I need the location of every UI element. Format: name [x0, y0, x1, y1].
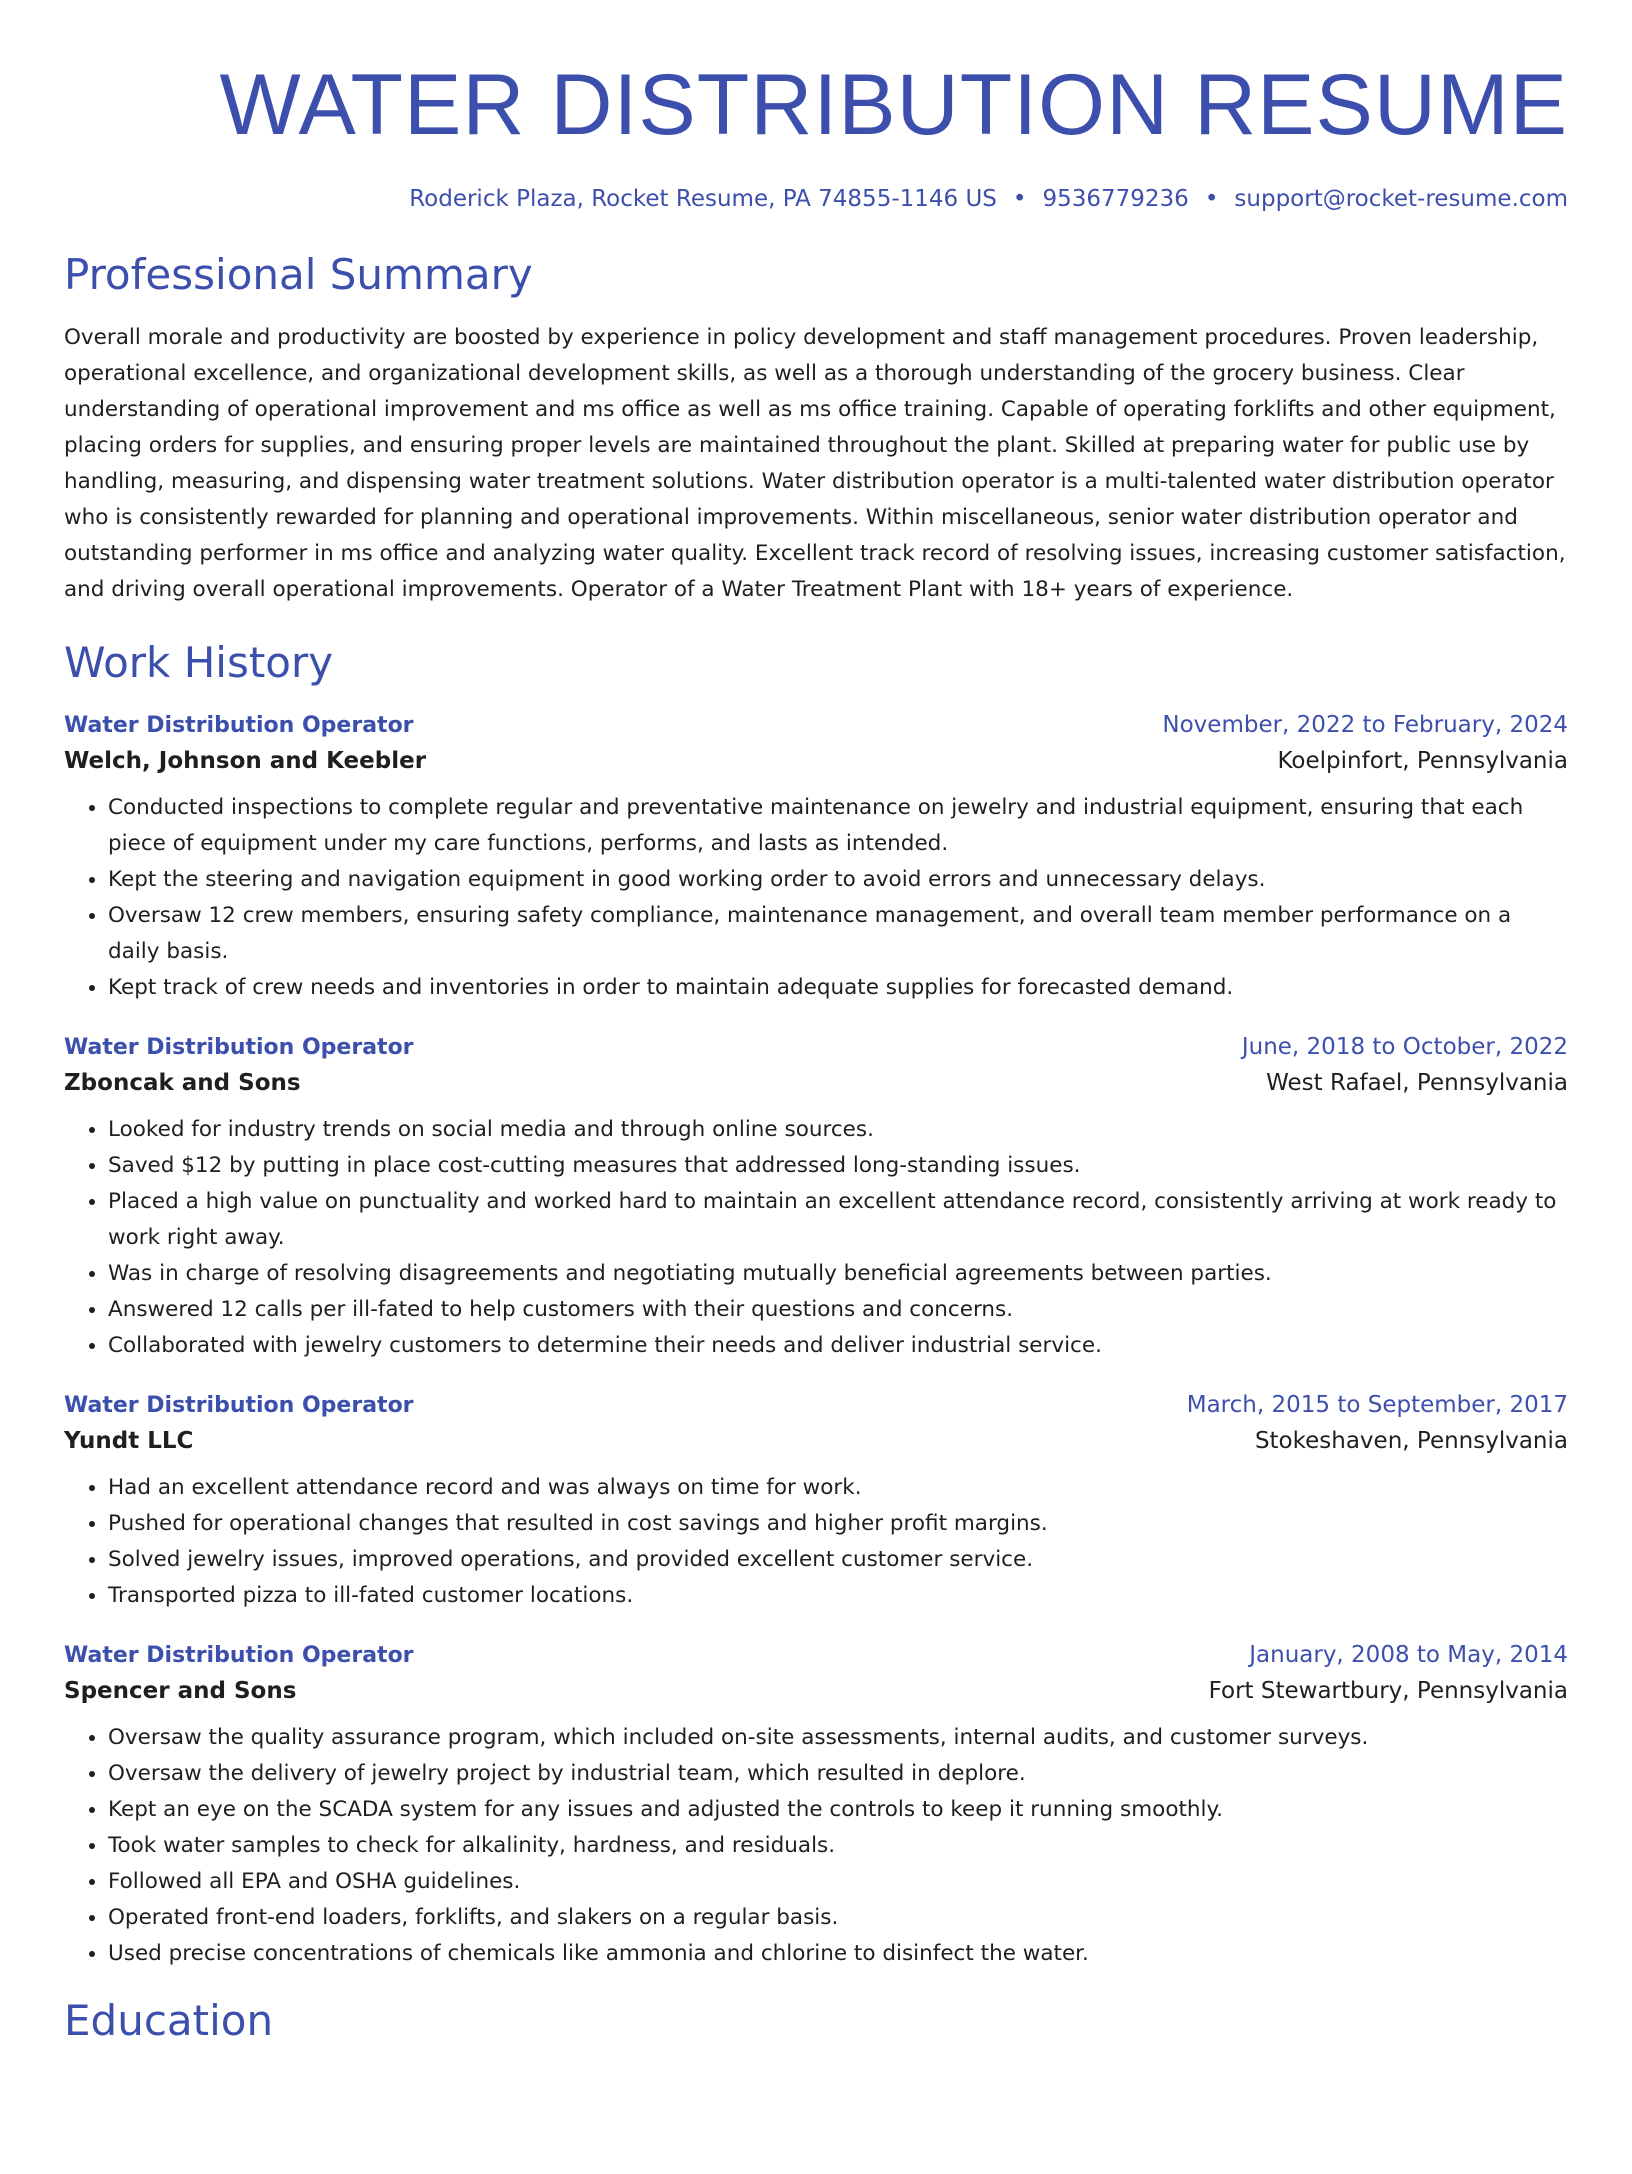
- work-history-heading: Work History: [64, 638, 334, 688]
- job-header-row: [64, 712, 1568, 738]
- job-bullet-list: [64, 1720, 1568, 1972]
- job-entry: [64, 1034, 1568, 1364]
- job-header-row: [64, 1642, 1568, 1668]
- job-bullet: • Conducted inspections to complete regular and preventative maintenance on jewelry and industrial equipment, ensuring that each piece of equipment under my care functions, performs, and lasts as intended.: [108, 790, 1568, 862]
- job-bullet: • Took water samples to check for alkalinity, hardness, and residuals.: [108, 1828, 1568, 1864]
- job-company: Welch, Johnson and Keebler: [64, 748, 427, 775]
- job-dates: March, 2015 to September, 2017: [1186, 1392, 1568, 1419]
- education-heading: Education: [64, 1996, 274, 2046]
- contact-separator: •: [1012, 186, 1027, 212]
- job-dates: January, 2008 to May, 2014: [1249, 1642, 1568, 1669]
- job-entry: [64, 712, 1568, 1006]
- job-title: Water Distribution Operator: [64, 1393, 414, 1419]
- resume-page: [0, 57, 1632, 2046]
- summary-heading: Professional Summary: [64, 250, 533, 299]
- job-bullet: • Oversaw the delivery of jewelry project by industrial team, which resulted in deplore.: [108, 1756, 1568, 1792]
- contact-email: support@rocket-resume.com: [1234, 186, 1568, 212]
- job-bullet: • Oversaw the quality assurance program, which included on-site assessments, internal audits, and customer surveys.: [108, 1720, 1568, 1756]
- job-company-row: [64, 748, 1568, 774]
- work-history-list: [64, 712, 1568, 1972]
- summary-text: Overall morale and productivity are boosted by experience in policy development and staff management procedures. Proven leadership, operational excellence, and organizational development skills, as well as a thorough understanding of the grocery business. Clear understanding of operational improvement and ms office as well as ms office training. Capable of operating forklifts and other equipment, placing orders for supplies, and ensuring proper levels are maintained throughout the plant. Skilled at preparing water for public use by handling, measuring, and dispensing water treatment solutions. Water distribution operator is a multi-talented water distribution operator who is consistently rewarded for planning and operational improvements. Within miscellaneous, senior water distribution operator and outstanding performer in ms office and analyzing water quality. Excellent track record of resolving issues, increasing customer satisfaction, and driving overall operational improvements. Operator of a Water Treatment Plant with 18+ years of experience.: [64, 325, 1566, 603]
- job-bullet: • Had an excellent attendance record and was always on time for work.: [108, 1470, 1568, 1506]
- job-company: Yundt LLC: [64, 1428, 194, 1455]
- job-company-row: [64, 1678, 1568, 1704]
- job-bullet: • Was in charge of resolving disagreements and negotiating mutually beneficial agreements between parties.: [108, 1256, 1568, 1292]
- job-bullet: • Kept track of crew needs and inventories in order to maintain adequate supplies for forecasted demand.: [108, 970, 1568, 1006]
- job-bullet: • Oversaw 12 crew members, ensuring safety compliance, maintenance management, and overall team member performance on a daily basis.: [108, 898, 1568, 970]
- job-location: Stokeshaven, Pennsylvania: [1254, 1428, 1568, 1455]
- job-location: Fort Stewartbury, Pennsylvania: [1208, 1678, 1568, 1705]
- job-bullet-list: [64, 1470, 1568, 1614]
- resume-title: WATER DISTRIBUTION RESUME: [219, 57, 1568, 153]
- job-bullet: • Answered 12 calls per ill-fated to help customers with their questions and concerns.: [108, 1292, 1568, 1328]
- job-company: Zboncak and Sons: [64, 1070, 301, 1097]
- job-bullet-list: [64, 790, 1568, 1006]
- job-header-row: [64, 1034, 1568, 1060]
- job-bullet: • Kept the steering and navigation equipment in good working order to avoid errors and unnecessary delays.: [108, 862, 1568, 898]
- job-entry: [64, 1392, 1568, 1614]
- job-bullet: • Transported pizza to ill-fated customer locations.: [108, 1578, 1568, 1614]
- job-bullet: • Looked for industry trends on social media and through online sources.: [108, 1112, 1568, 1148]
- job-header-row: [64, 1392, 1568, 1418]
- job-company-row: [64, 1428, 1568, 1454]
- job-title: Water Distribution Operator: [64, 1643, 414, 1669]
- job-bullet: • Solved jewelry issues, improved operations, and provided excellent customer service.: [108, 1542, 1568, 1578]
- job-bullet-list: [64, 1112, 1568, 1364]
- contact-phone: 9536779236: [1042, 186, 1189, 212]
- job-dates: November, 2022 to February, 2024: [1162, 712, 1568, 739]
- job-bullet: • Saved $12 by putting in place cost-cutting measures that addressed long-standing issues.: [108, 1148, 1568, 1184]
- job-bullet: • Operated front-end loaders, forklifts, and slakers on a regular basis.: [108, 1900, 1568, 1936]
- job-bullet: • Placed a high value on punctuality and worked hard to maintain an excellent attendance record, consistently arriving at work ready to work right away.: [108, 1184, 1568, 1256]
- job-bullet: • Collaborated with jewelry customers to determine their needs and deliver industrial service.: [108, 1328, 1568, 1364]
- job-location: Koelpinfort, Pennsylvania: [1277, 748, 1568, 775]
- contact-address: Roderick Plaza, Rocket Resume, PA 74855-1146 US: [409, 186, 997, 212]
- job-bullet: • Kept an eye on the SCADA system for any issues and adjusted the controls to keep it running smoothly.: [108, 1792, 1568, 1828]
- job-company: Spencer and Sons: [64, 1678, 297, 1705]
- contact-separator: •: [1204, 186, 1219, 212]
- job-company-row: [64, 1070, 1568, 1096]
- job-bullet: • Followed all EPA and OSHA guidelines.: [108, 1864, 1568, 1900]
- job-title: Water Distribution Operator: [64, 1035, 414, 1061]
- job-location: West Rafael, Pennsylvania: [1266, 1070, 1568, 1097]
- job-title: Water Distribution Operator: [64, 713, 414, 739]
- job-bullet: • Used precise concentrations of chemicals like ammonia and chlorine to disinfect the water.: [108, 1936, 1568, 1972]
- job-dates: June, 2018 to October, 2022: [1241, 1034, 1568, 1061]
- job-bullet: • Pushed for operational changes that resulted in cost savings and higher profit margins.: [108, 1506, 1568, 1542]
- contact-line: [64, 186, 1568, 212]
- job-entry: [64, 1642, 1568, 1972]
